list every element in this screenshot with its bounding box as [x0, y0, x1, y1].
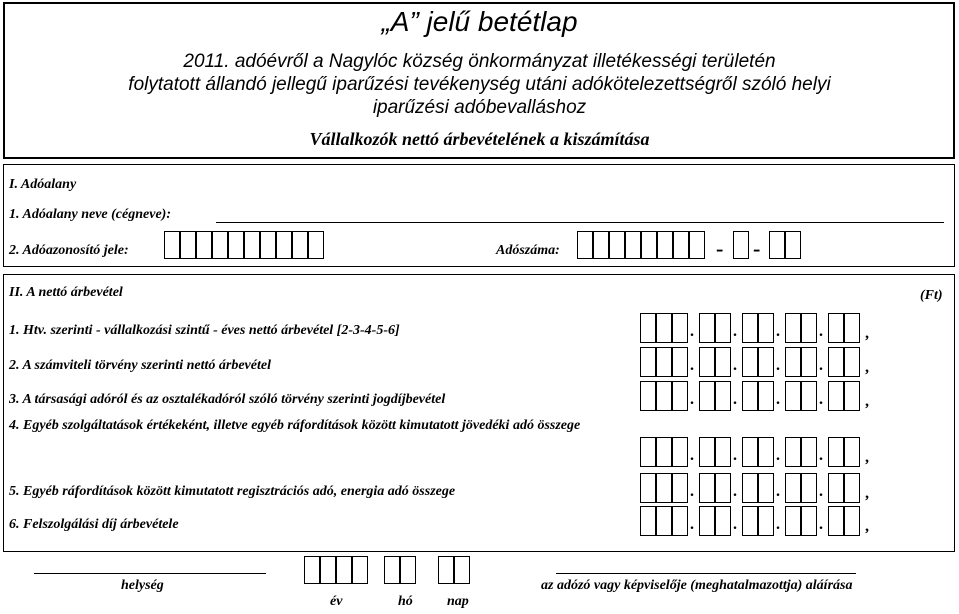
amount-digit-cell[interactable] [828, 473, 844, 503]
tax-number-label: Adószáma: [496, 243, 560, 258]
amount-digit-cell[interactable] [742, 381, 758, 411]
decimal-comma: , [865, 393, 869, 410]
tax-number-digit-cell[interactable] [641, 231, 657, 259]
amount-digit-cell[interactable] [699, 381, 715, 411]
tax-number-digit-cell[interactable] [733, 231, 749, 259]
amount-digit-cell[interactable] [640, 506, 656, 536]
amount-digit-cell[interactable] [715, 506, 731, 536]
day-digit-cell[interactable] [454, 556, 470, 584]
amount-digit-cell[interactable] [699, 437, 715, 467]
place-label: helység [121, 578, 164, 593]
amount-digit-cell[interactable] [715, 313, 731, 343]
thousands-separator: . [733, 483, 737, 500]
thousands-separator: . [776, 516, 780, 533]
decimal-comma: , [865, 518, 869, 535]
amount-digit-cell[interactable] [785, 506, 801, 536]
tax-id-digit-cell[interactable] [276, 231, 292, 259]
thousands-separator: . [690, 483, 694, 500]
amount-digit-cell[interactable] [640, 473, 656, 503]
signature-label: az adózó vagy képviselője (meghatalmazottja) aláírása [541, 578, 853, 593]
amount-digit-cell[interactable] [785, 313, 801, 343]
amount-digit-cell[interactable] [672, 381, 688, 411]
amount-digit-cell[interactable] [785, 347, 801, 377]
tax-id-digit-cell[interactable] [308, 231, 324, 259]
amount-digit-cell[interactable] [758, 473, 774, 503]
thousands-separator: . [690, 391, 694, 408]
amount-digit-cell[interactable] [828, 347, 844, 377]
tax-id-label: 2. Adóazonosító jele: [9, 243, 129, 258]
amount-digit-cell[interactable] [742, 506, 758, 536]
tax-id-digit-cell[interactable] [212, 231, 228, 259]
thousands-separator: . [733, 357, 737, 374]
place-line[interactable] [34, 573, 266, 574]
amount-digit-cell[interactable] [672, 506, 688, 536]
amount-digit-cell[interactable] [785, 381, 801, 411]
tax-number-digit-cell[interactable] [673, 231, 689, 259]
revenue-row-6-label: 6. Felszolgálási díj árbevétele [9, 517, 179, 532]
amount-digit-cell[interactable] [844, 313, 860, 343]
month-label: hó [398, 594, 413, 609]
subtitle-line-3: iparűzési adóbevalláshoz [372, 97, 587, 118]
section-revenue-title: II. A nettó árbevétel [9, 285, 123, 300]
tax-id-digit-cell[interactable] [292, 231, 308, 259]
day-label: nap [447, 594, 469, 609]
amount-digit-cell[interactable] [758, 437, 774, 467]
unit-label: (Ft) [920, 288, 943, 303]
tax-id-digit-cell[interactable] [164, 231, 180, 259]
year-digit-cell[interactable] [336, 556, 352, 584]
amount-digit-cell[interactable] [656, 437, 672, 467]
thousands-separator: . [690, 447, 694, 464]
amount-digit-cell[interactable] [672, 347, 688, 377]
thousands-separator: . [776, 483, 780, 500]
revenue-row-5-label: 5. Egyéb ráfordítások között kimutatott regisztrációs adó, energia adó összege [9, 484, 456, 499]
amount-digit-cell[interactable] [844, 473, 860, 503]
decimal-comma: , [865, 359, 869, 376]
thousands-separator: . [819, 483, 823, 500]
year-digit-cell[interactable] [320, 556, 336, 584]
year-digit-cell[interactable] [352, 556, 368, 584]
tax-number-digit-cell[interactable] [769, 231, 785, 259]
thousands-separator: . [776, 357, 780, 374]
thousands-separator: . [819, 391, 823, 408]
amount-digit-cell[interactable] [715, 347, 731, 377]
thousands-separator: . [776, 447, 780, 464]
amount-digit-cell[interactable] [844, 506, 860, 536]
decimal-comma: , [865, 325, 869, 342]
tax-number-digit-cell[interactable] [625, 231, 641, 259]
amount-digit-cell[interactable] [672, 473, 688, 503]
thousands-separator: . [733, 323, 737, 340]
amount-digit-cell[interactable] [801, 473, 817, 503]
tax-number-sep-1: - [716, 236, 724, 261]
month-digit-cell[interactable] [400, 556, 416, 584]
amount-digit-cell[interactable] [715, 381, 731, 411]
amount-digit-cell[interactable] [801, 381, 817, 411]
amount-digit-cell[interactable] [801, 506, 817, 536]
amount-digit-cell[interactable] [640, 381, 656, 411]
amount-digit-cell[interactable] [640, 313, 656, 343]
thousands-separator: . [733, 516, 737, 533]
thousands-separator: . [819, 516, 823, 533]
amount-digit-cell[interactable] [656, 381, 672, 411]
year-digit-cell[interactable] [304, 556, 320, 584]
tax-id-digit-cell[interactable] [244, 231, 260, 259]
tax-number-digit-cell[interactable] [577, 231, 593, 259]
tax-id-digit-cell[interactable] [228, 231, 244, 259]
decimal-comma: , [865, 485, 869, 502]
amount-digit-cell[interactable] [699, 313, 715, 343]
amount-digit-cell[interactable] [758, 347, 774, 377]
amount-digit-cell[interactable] [801, 313, 817, 343]
thousands-separator: . [776, 391, 780, 408]
amount-digit-cell[interactable] [828, 506, 844, 536]
year-label: év [330, 594, 343, 609]
amount-digit-cell[interactable] [828, 381, 844, 411]
tax-number-digit-cell[interactable] [593, 231, 609, 259]
amount-digit-cell[interactable] [801, 437, 817, 467]
revenue-row-4-label: 4. Egyéb szolgáltatások értékeként, illetve egyéb ráfordítások között kimutatott jövedéki adó összege [9, 418, 581, 433]
amount-digit-cell[interactable] [742, 437, 758, 467]
form-title: „A” jelű betétlap [381, 6, 578, 37]
revenue-row-2-label: 2. A számviteli törvény szerinti nettó árbevétel [9, 358, 271, 373]
tax-number-digit-cell[interactable] [657, 231, 673, 259]
amount-digit-cell[interactable] [656, 473, 672, 503]
amount-digit-cell[interactable] [844, 437, 860, 467]
month-digit-cell[interactable] [384, 556, 400, 584]
amount-digit-cell[interactable] [640, 437, 656, 467]
amount-digit-cell[interactable] [656, 506, 672, 536]
revenue-row-3-label: 3. A társasági adóról és az osztalékadóról szóló törvény szerinti jogdíjbevétel [9, 392, 446, 407]
tax-number-sep-2: - [753, 236, 761, 261]
thousands-separator: . [819, 323, 823, 340]
thousands-separator: . [690, 516, 694, 533]
amount-digit-cell[interactable] [715, 473, 731, 503]
day-digit-cell[interactable] [438, 556, 454, 584]
amount-digit-cell[interactable] [742, 347, 758, 377]
decimal-comma: , [865, 449, 869, 466]
amount-digit-cell[interactable] [640, 347, 656, 377]
taxpayer-name-label: 1. Adóalany neve (cégneve): [9, 207, 171, 222]
amount-digit-cell[interactable] [715, 437, 731, 467]
amount-digit-cell[interactable] [699, 506, 715, 536]
thousands-separator: . [733, 447, 737, 464]
amount-digit-cell[interactable] [656, 347, 672, 377]
tax-id-digit-cell[interactable] [260, 231, 276, 259]
amount-digit-cell[interactable] [742, 313, 758, 343]
amount-digit-cell[interactable] [758, 381, 774, 411]
amount-digit-cell[interactable] [672, 313, 688, 343]
form-heading: Vállalkozók nettó árbevételének a kiszámítása [309, 129, 650, 149]
subtitle-line-2: folytatott állandó jellegű iparűzési tevékenység utáni adókötelezettségről szóló helyi [128, 74, 831, 95]
thousands-separator: . [819, 447, 823, 464]
signature-line[interactable] [556, 573, 856, 574]
tax-number-digit-cell[interactable] [609, 231, 625, 259]
amount-digit-cell[interactable] [828, 437, 844, 467]
amount-digit-cell[interactable] [844, 381, 860, 411]
thousands-separator: . [819, 357, 823, 374]
thousands-separator: . [690, 323, 694, 340]
tax-id-digit-cell[interactable] [180, 231, 196, 259]
amount-digit-cell[interactable] [699, 473, 715, 503]
amount-digit-cell[interactable] [785, 473, 801, 503]
thousands-separator: . [733, 391, 737, 408]
tax-id-digit-cell[interactable] [196, 231, 212, 259]
thousands-separator: . [690, 357, 694, 374]
tax-number-digit-cell[interactable] [689, 231, 705, 259]
amount-digit-cell[interactable] [758, 506, 774, 536]
amount-digit-cell[interactable] [672, 437, 688, 467]
subtitle-line-1: 2011. adóévről a Nagylóc község önkormányzat illetékességi területén [183, 51, 776, 72]
amount-digit-cell[interactable] [758, 313, 774, 343]
amount-digit-cell[interactable] [801, 347, 817, 377]
tax-number-digit-cell[interactable] [785, 231, 801, 259]
amount-digit-cell[interactable] [699, 347, 715, 377]
amount-digit-cell[interactable] [828, 313, 844, 343]
amount-digit-cell[interactable] [844, 347, 860, 377]
section-taxpayer-title: I. Adóalany [9, 177, 77, 192]
amount-digit-cell[interactable] [656, 313, 672, 343]
revenue-row-1-label: 1. Htv. szerinti - vállalkozási szintű - éves nettó árbevétel [2-3-4-5-6] [9, 323, 400, 338]
thousands-separator: . [776, 323, 780, 340]
taxpayer-name-field[interactable] [216, 222, 944, 223]
amount-digit-cell[interactable] [742, 473, 758, 503]
amount-digit-cell[interactable] [785, 437, 801, 467]
